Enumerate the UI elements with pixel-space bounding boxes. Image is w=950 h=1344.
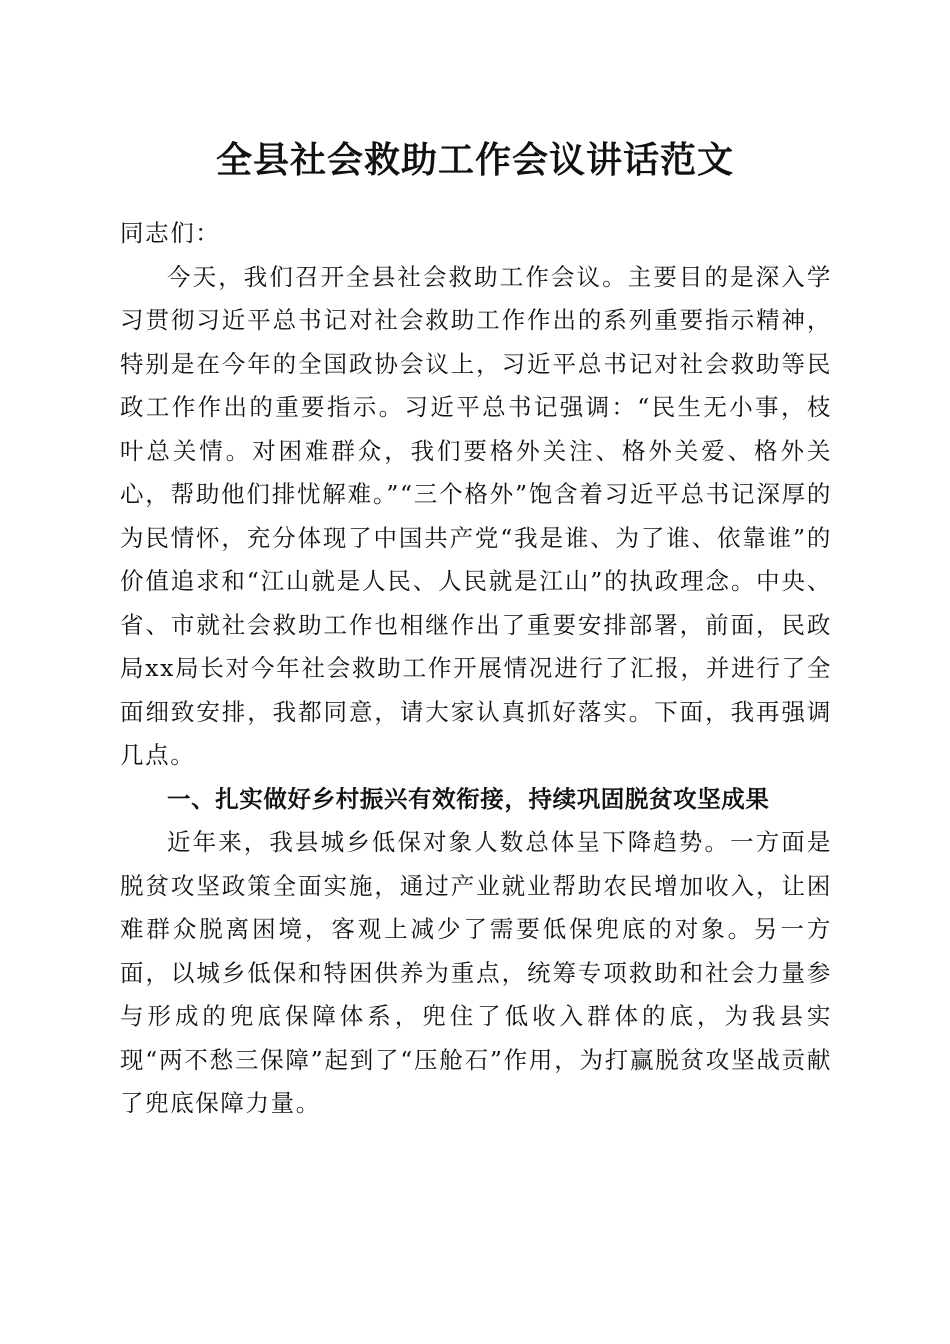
section-heading: 一、扎实做好乡村振兴有效衔接，持续巩固脱贫攻坚成果 xyxy=(167,784,770,813)
salutation: 同志们： xyxy=(120,219,221,247)
document-title: 全县社会救助工作会议讲话范文 xyxy=(215,139,734,181)
section-paragraph: 近年来，我县城乡低保对象人数总体呈下降趋势。一方面是脱贫攻坚政策全面实施，通过产业就业帮助农民增加收入，让困难群众脱离困境，客观上减少了需要低保兜底的对象。另一方面，以城乡低保和特困供养为重点，统筹专项救助和社会力量参与形成的兜底保障体系，兜住了低收入群体的底，为我县实现“两不愁三保障”起到了“压舱石”作用，为打赢脱贫攻坚战贡献了兜底保障力量。 xyxy=(120,828,832,1117)
intro-paragraph: 今天，我们召开全县社会救助工作会议。主要目的是深入学习贯彻习近平总书记对社会救助工作作出的系列重要指示精神，特别是在今年的全国政协会议上，习近平总书记对社会救助等民政工作作出的重要指示。习近平总书记强调：“民生无小事，枝叶总关情。对困难群众，我们要格外关注、格外关爱、格外关心，帮助他们排忧解难。”“三个格外”饱含着习近平总书记深厚的为民情怀，充分体现了中国共产党“我是谁、为了谁、依靠谁”的价值追求和“江山就是人民、人民就是江山”的执政理念。中央、省、市就社会救助工作也相继作出了重要安排部署，前面，民政局xx局长对今年社会救助工作开展情况进行了汇报，并进行了全面细致安排，我都同意，请大家认真抓好落实。下面，我再强调几点。 xyxy=(120,262,832,769)
document-body xyxy=(120,212,832,1126)
